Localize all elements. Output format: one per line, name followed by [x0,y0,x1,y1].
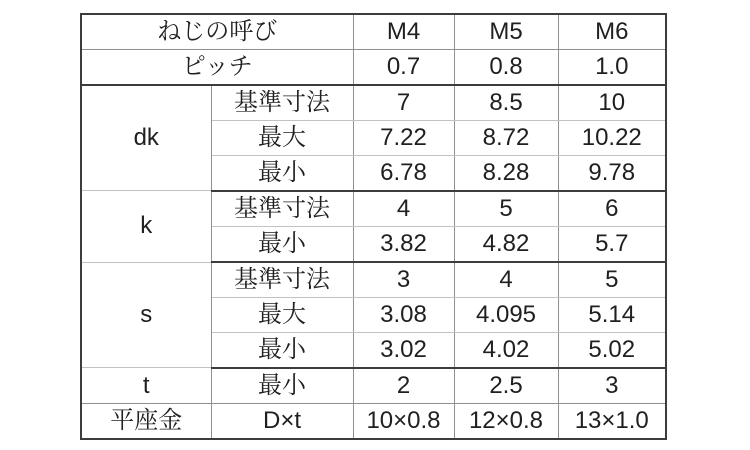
value-cell: 13×1.0 [558,403,666,439]
value-cell: 7.22 [353,121,454,156]
screw-spec-table [80,13,667,440]
value-cell: 10 [558,85,666,121]
value-cell: 9.78 [558,155,666,191]
row-label: 最小 [211,368,353,404]
value-cell: 10.22 [558,121,666,156]
value-cell: 1.0 [558,50,666,86]
row-t-min [81,368,666,404]
row-k-basic [81,191,666,227]
value-cell: 3 [353,262,454,298]
row-label: 基準寸法 [211,191,353,227]
row-dk-basic [81,85,666,121]
symbol-t: t [81,368,211,404]
row-label: 基準寸法 [211,262,353,298]
value-cell: 5.14 [558,298,666,333]
pitch-label: ピッチ [81,50,353,86]
value-cell: 5.02 [558,332,666,368]
value-cell: 0.7 [353,50,454,86]
row-label: 最小 [211,332,353,368]
value-cell: 3.08 [353,298,454,333]
value-cell: 5 [454,191,558,227]
value-cell: 10×0.8 [353,403,454,439]
value-cell: 4.02 [454,332,558,368]
value-cell: 8.5 [454,85,558,121]
value-cell: 3 [558,368,666,404]
value-cell: 5.7 [558,226,666,262]
row-s-basic [81,262,666,298]
value-cell: 3.82 [353,226,454,262]
size-header-m6: M6 [558,14,666,50]
row-label: 最小 [211,155,353,191]
value-cell: 3.02 [353,332,454,368]
value-cell: 4 [353,191,454,227]
value-cell: 7 [353,85,454,121]
value-cell: 2 [353,368,454,404]
value-cell: 4.82 [454,226,558,262]
row-label: 基準寸法 [211,85,353,121]
value-cell: 5 [558,262,666,298]
row-pitch [81,50,666,86]
row-label: 最小 [211,226,353,262]
nominal-size-label: ねじの呼び [81,14,353,50]
value-cell: 8.72 [454,121,558,156]
row-label: 最大 [211,298,353,333]
symbol-flat-washer: 平座金 [81,403,211,439]
row-label: D×t [211,403,353,439]
size-header-m4: M4 [353,14,454,50]
value-cell: 8.28 [454,155,558,191]
row-nominal-size [81,14,666,50]
value-cell: 4 [454,262,558,298]
value-cell: 0.8 [454,50,558,86]
row-flat-washer [81,403,666,439]
value-cell: 6.78 [353,155,454,191]
row-label: 最大 [211,121,353,156]
value-cell: 2.5 [454,368,558,404]
symbol-k: k [81,191,211,262]
value-cell: 6 [558,191,666,227]
value-cell: 4.095 [454,298,558,333]
size-header-m5: M5 [454,14,558,50]
value-cell: 12×0.8 [454,403,558,439]
symbol-dk: dk [81,85,211,191]
symbol-s: s [81,262,211,368]
